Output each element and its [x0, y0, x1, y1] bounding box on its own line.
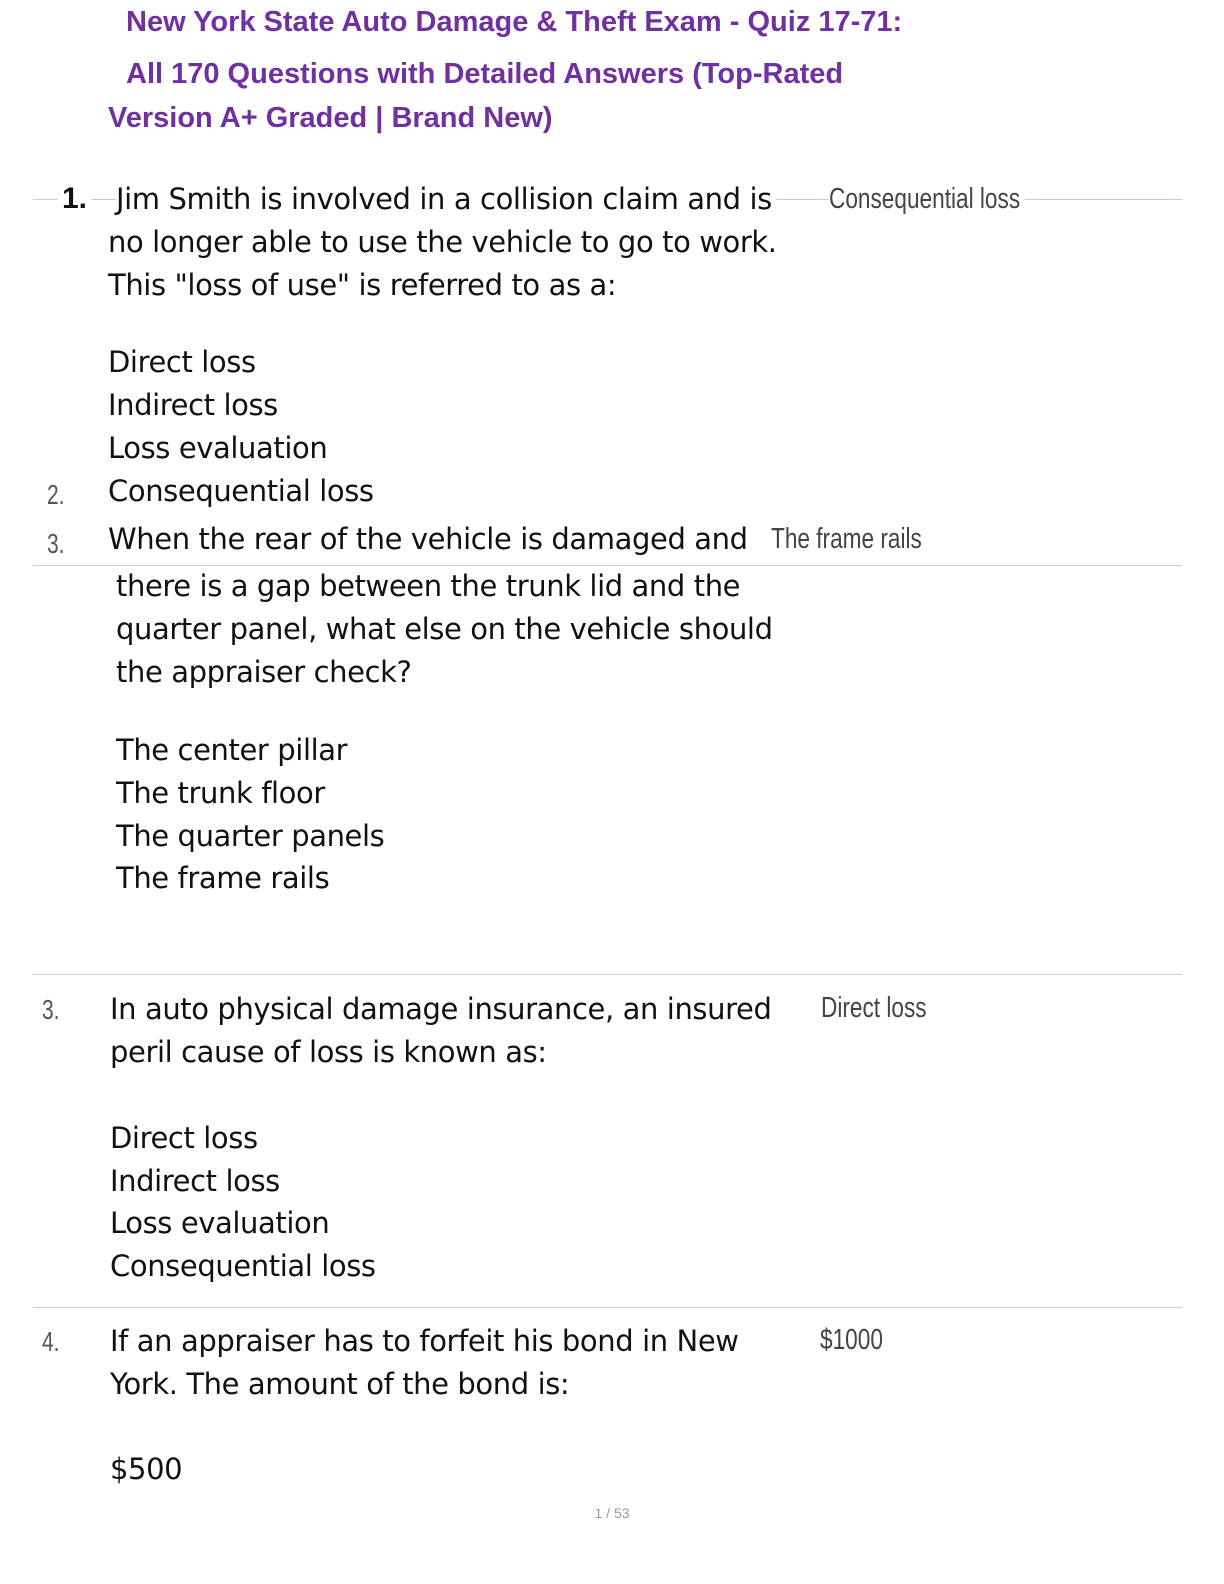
document-title-line-3: Version A+ Graded | Brand New) [108, 102, 553, 134]
question-text-line: This "loss of use" is referred to as a: [108, 268, 617, 302]
answer-option: $500 [110, 1452, 183, 1486]
question-number: 4. [42, 1326, 60, 1357]
answer-option: Indirect loss [108, 388, 278, 422]
answer-option: The center pillar [116, 733, 348, 767]
question-text-line: the appraiser check? [116, 655, 412, 689]
question-text-line: peril cause of loss is known as: [110, 1035, 547, 1069]
answer-option: Loss evaluation [110, 1206, 330, 1240]
question-divider [33, 974, 1182, 975]
answer-option: Direct loss [110, 1121, 258, 1155]
answer-option: Direct loss [108, 345, 256, 379]
question-text-line: quarter panel, what else on the vehicle should [116, 612, 773, 646]
answer-option: Loss evaluation [108, 431, 328, 465]
question-number: 3. [42, 994, 60, 1025]
question-marker: 3. [47, 528, 65, 559]
answer-option: Consequential loss [108, 474, 374, 508]
question-number: 1. [58, 184, 91, 214]
question-text-line: Jim Smith is involved in a collision claim and is [116, 178, 776, 221]
question-text-line: When the rear of the vehicle is damaged and [108, 522, 748, 556]
correct-answer: The frame rails [771, 523, 922, 555]
answer-option: Indirect loss [110, 1164, 280, 1198]
question-text-line: there is a gap between the trunk lid and the [116, 569, 741, 603]
answer-option: The trunk floor [116, 776, 325, 810]
question-text-line: no longer able to use the vehicle to go to work. [108, 225, 777, 259]
correct-answer: $1000 [820, 1324, 883, 1356]
answer-option: Consequential loss [110, 1249, 376, 1283]
page-number: 1 / 53 [594, 1505, 630, 1521]
question-number: 2. [47, 479, 65, 510]
answer-option: The quarter panels [116, 819, 385, 853]
question-divider [33, 1307, 1182, 1308]
correct-answer: Direct loss [821, 992, 927, 1024]
document-title-line-2: All 170 Questions with Detailed Answers (Top-Rated [126, 58, 844, 90]
question-text-line: In auto physical damage insurance, an insured [110, 992, 772, 1026]
question-text-line: If an appraiser has to forfeit his bond in New [110, 1324, 739, 1358]
document-title-line-1: New York State Auto Damage & Theft Exam - Quiz 17-71: [126, 6, 903, 38]
answer-option: The frame rails [116, 861, 330, 895]
correct-answer: Consequential loss [829, 185, 1025, 214]
question-text-line: York. The amount of the bond is: [110, 1367, 570, 1401]
